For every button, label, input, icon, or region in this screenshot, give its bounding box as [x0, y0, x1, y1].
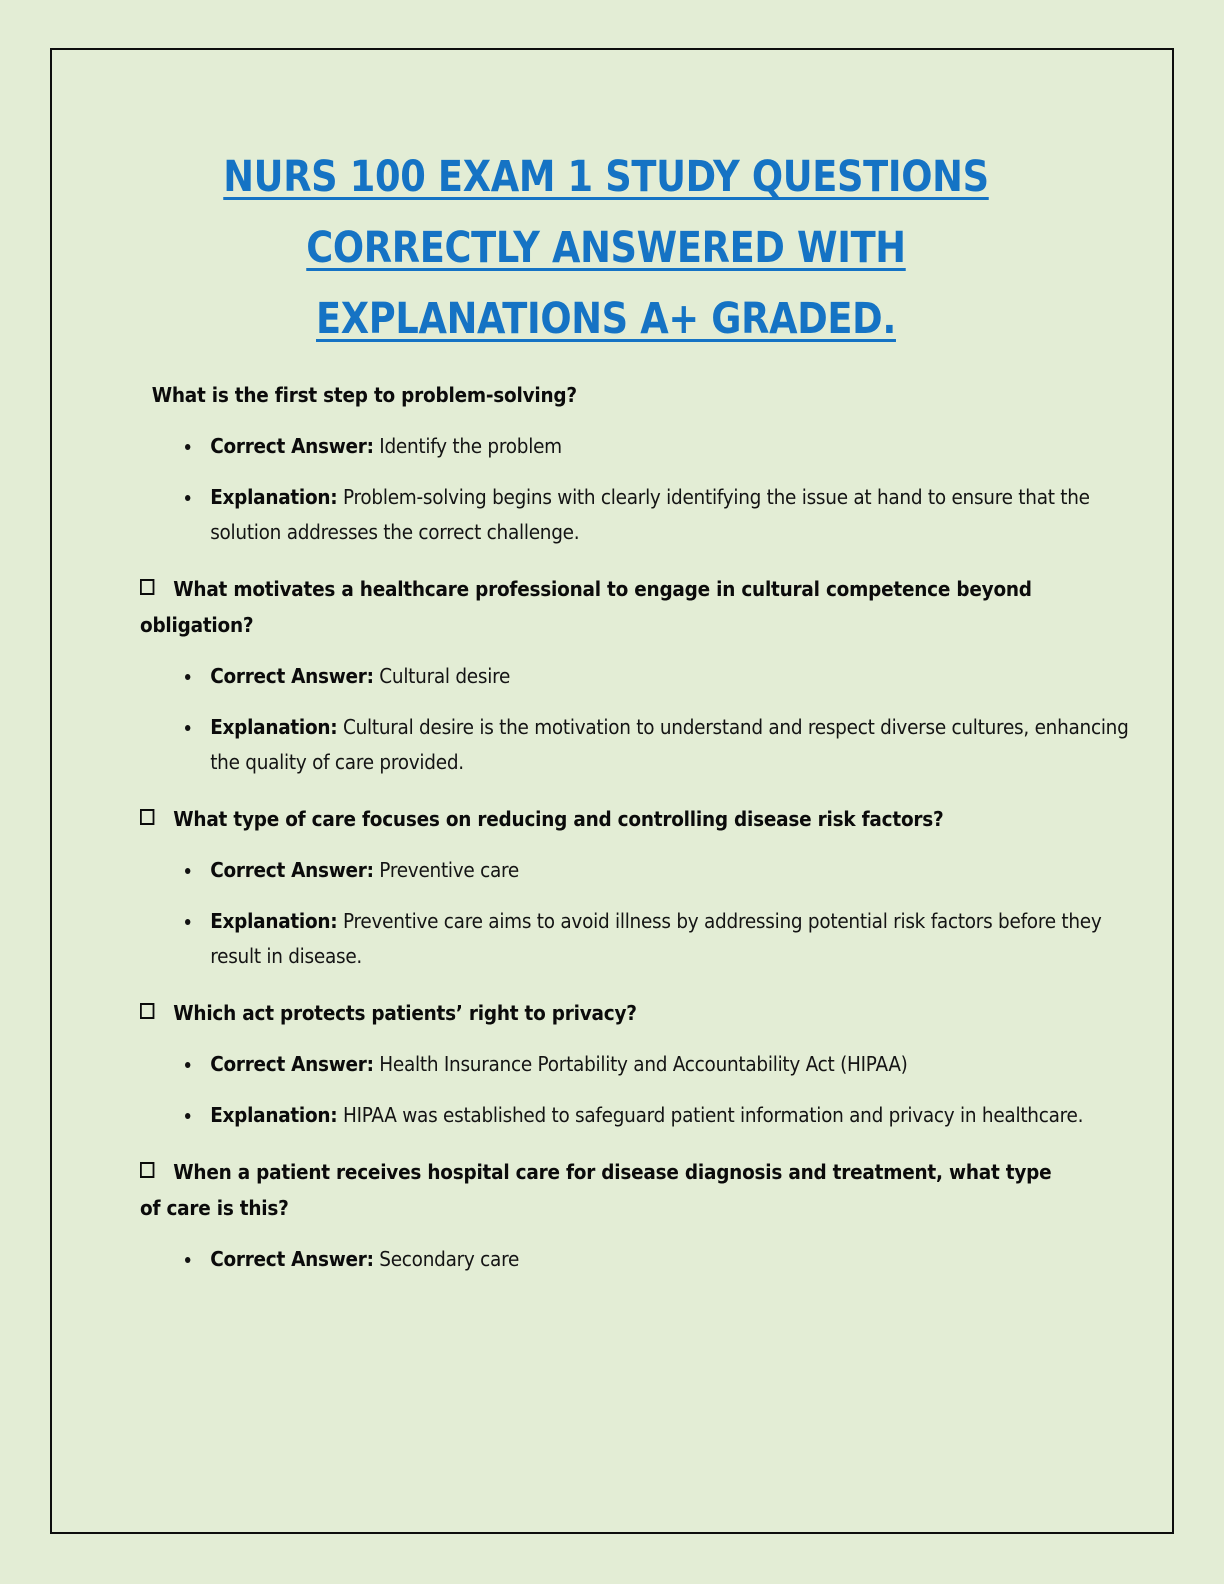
qa-block	[140, 1154, 1072, 1277]
list-item	[140, 429, 1141, 464]
answer-value: Preventive care aims to avoid illness by addressing potential risk factors before they result in disease.	[210, 909, 1102, 968]
answer-value: Problem-solving begins with clearly identifying the issue at hand to ensure that the solution addresses the correct challenge.	[210, 485, 1090, 544]
question-text: What is the first step to problem-solving?	[151, 383, 577, 407]
list-item	[140, 1242, 1141, 1277]
answer-list	[140, 659, 1129, 780]
page-title-line-3: EXPLANATIONS A+ GRADED.	[316, 294, 896, 344]
empty-checkbox-icon	[140, 1003, 154, 1019]
bullet-icon	[185, 725, 190, 731]
bullet-icon	[185, 674, 190, 680]
answer-label: Explanation:	[210, 715, 338, 739]
list-item	[140, 853, 1141, 888]
empty-checkbox-icon	[140, 1162, 154, 1178]
empty-checkbox-icon	[140, 579, 154, 595]
qa-block	[140, 571, 1129, 780]
question-heading	[140, 801, 1071, 837]
answer-label: Correct Answer:	[210, 664, 374, 688]
list-item	[140, 1047, 1141, 1082]
document-page	[50, 48, 1174, 1534]
list-item	[140, 710, 1141, 780]
bullet-icon	[185, 919, 190, 925]
question-heading	[140, 571, 1071, 643]
question-text: What motivates a healthcare professional to engage in cultural competence beyond obligation?	[140, 577, 1032, 637]
answer-value: Health Insurance Portability and Accountability Act (HIPAA)	[379, 1052, 908, 1076]
list-item	[140, 480, 1141, 550]
question-heading	[140, 377, 1083, 413]
answer-value: Preventive care	[379, 858, 520, 882]
answer-list	[140, 429, 1090, 550]
bullet-icon	[185, 868, 190, 874]
empty-checkbox-icon	[140, 809, 154, 825]
bullet-icon	[185, 495, 190, 501]
answer-label: Explanation:	[210, 485, 338, 509]
list-item	[140, 659, 1141, 694]
answer-list	[140, 1242, 1072, 1277]
answer-value: Cultural desire is the motivation to understand and respect diverse cultures, enhancing the quality of care provided.	[210, 715, 1129, 774]
answer-label: Correct Answer:	[210, 1052, 374, 1076]
page-title-line-1: NURS 100 EXAM 1 STUDY QUESTIONS	[223, 152, 989, 202]
answer-value: Cultural desire	[379, 664, 511, 688]
qa-block	[140, 801, 1102, 974]
bullet-icon	[185, 444, 190, 450]
answer-value: Secondary care	[379, 1247, 520, 1271]
answer-value: Identify the problem	[379, 434, 562, 458]
answer-list	[140, 1047, 1084, 1133]
question-text: Which act protects patients’ right to privacy?	[173, 1001, 637, 1025]
question-list	[140, 377, 1129, 1277]
answer-value: HIPAA was established to safeguard patient information and privacy in healthcare.	[342, 1103, 1084, 1127]
answer-label: Explanation:	[210, 1103, 338, 1127]
answer-label: Correct Answer:	[210, 858, 374, 882]
page-title	[208, 50, 1005, 355]
question-heading	[140, 995, 1071, 1031]
question-text: When a patient receives hospital care for disease diagnosis and treatment, what type of care is this?	[140, 1160, 1052, 1220]
page-content-column	[140, 50, 1129, 1277]
bullet-icon	[185, 1113, 190, 1119]
question-heading	[140, 1154, 1071, 1226]
bullet-icon	[185, 1062, 190, 1068]
page-title-line-2: CORRECTLY ANSWERED WITH	[306, 223, 906, 273]
answer-list	[140, 853, 1102, 974]
answer-label: Correct Answer:	[210, 434, 374, 458]
answer-label: Correct Answer:	[210, 1247, 374, 1271]
list-item	[140, 904, 1141, 974]
qa-block	[140, 995, 1084, 1133]
question-text: What type of care focuses on reducing and controlling disease risk factors?	[173, 807, 944, 831]
qa-block	[140, 377, 1090, 550]
bullet-icon	[185, 1257, 190, 1263]
list-item	[140, 1098, 1141, 1133]
answer-label: Explanation:	[210, 909, 338, 933]
